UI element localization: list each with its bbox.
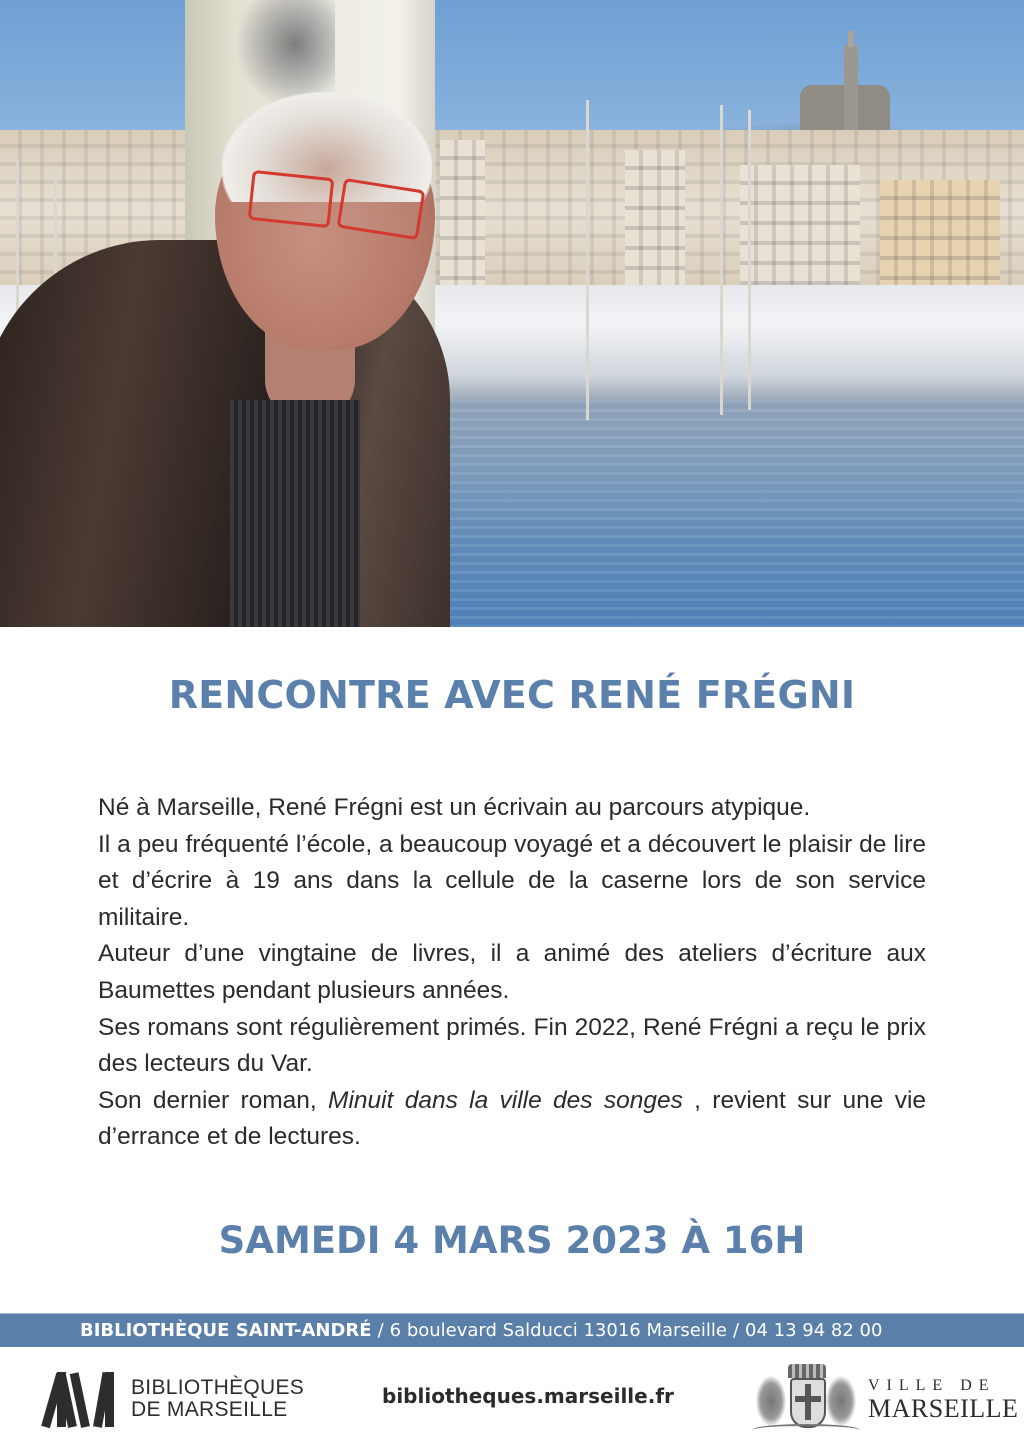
boat-mast [748,110,751,410]
hero-photo [0,0,1024,627]
coat-of-arms-icon [752,1360,860,1440]
book-spines-icon [37,1370,115,1427]
building [740,165,860,305]
basilica-silhouette [820,45,880,135]
city-logo-line1: VILLE DE [868,1377,996,1394]
venue-band [0,1313,1024,1347]
boat-mast [586,100,589,420]
library-logo-line1: BIBLIOTHÈQUES [131,1375,305,1399]
city-logo-text [868,1378,1018,1422]
description-paragraph: Il a peu fréquenté l’école, a beaucoup voyagé et a découvert le plaisir de lire et d’écrire à 19 ans dans la cellule de la caserne lors de son service militaire. [98,830,926,931]
description-paragraph: Ses romans sont régulièrement primés. Fin 2022, René Frégni a reçu le prix des lecteurs du Var. [98,1013,926,1078]
description-paragraph: Auteur d’une vingtaine de livres, il a animé des ateliers d’écriture aux Baumettes pendant plusieurs années. [98,940,926,1004]
sweater [230,400,360,627]
city-logo-line2: MARSEILLE [868,1394,1019,1423]
text-fragment: , revient sur une vie d’errance et de lectures. [98,1086,927,1151]
building [625,150,685,300]
library-logo-text [131,1377,304,1421]
separator: / [377,1320,384,1341]
building [880,180,1000,300]
ville-de-marseille-logo [752,1360,1018,1440]
website-link[interactable]: bibliotheques.marseille.fr [382,1384,674,1408]
author-portrait [0,0,470,627]
description-paragraph [98,1083,926,1156]
event-description [98,790,926,1156]
description-paragraph: Né à Marseille, René Frégni est un écrivain au parcours atypique. [98,794,811,821]
venue-address: 6 boulevard Salducci 13016 Marseille [389,1320,727,1341]
event-title: RENCONTRE AVEC RENÉ FRÉGNI [168,673,856,717]
separator: / [732,1320,740,1341]
bibliotheques-marseille-logo [37,1370,304,1427]
boat-mast [720,105,723,415]
book-title: Minuit dans la ville des songes [328,1086,683,1114]
red-glasses [232,168,428,228]
text-fragment: Son dernier roman, [98,1086,329,1114]
venue-name: BIBLIOTHÈQUE SAINT-ANDRÉ [80,1320,372,1341]
event-date: SAMEDI 4 MARS 2023 À 16H [218,1219,806,1262]
library-logo-line2: DE MARSEILLE [131,1397,288,1421]
venue-phone[interactable]: 04 13 94 82 00 [745,1320,883,1341]
